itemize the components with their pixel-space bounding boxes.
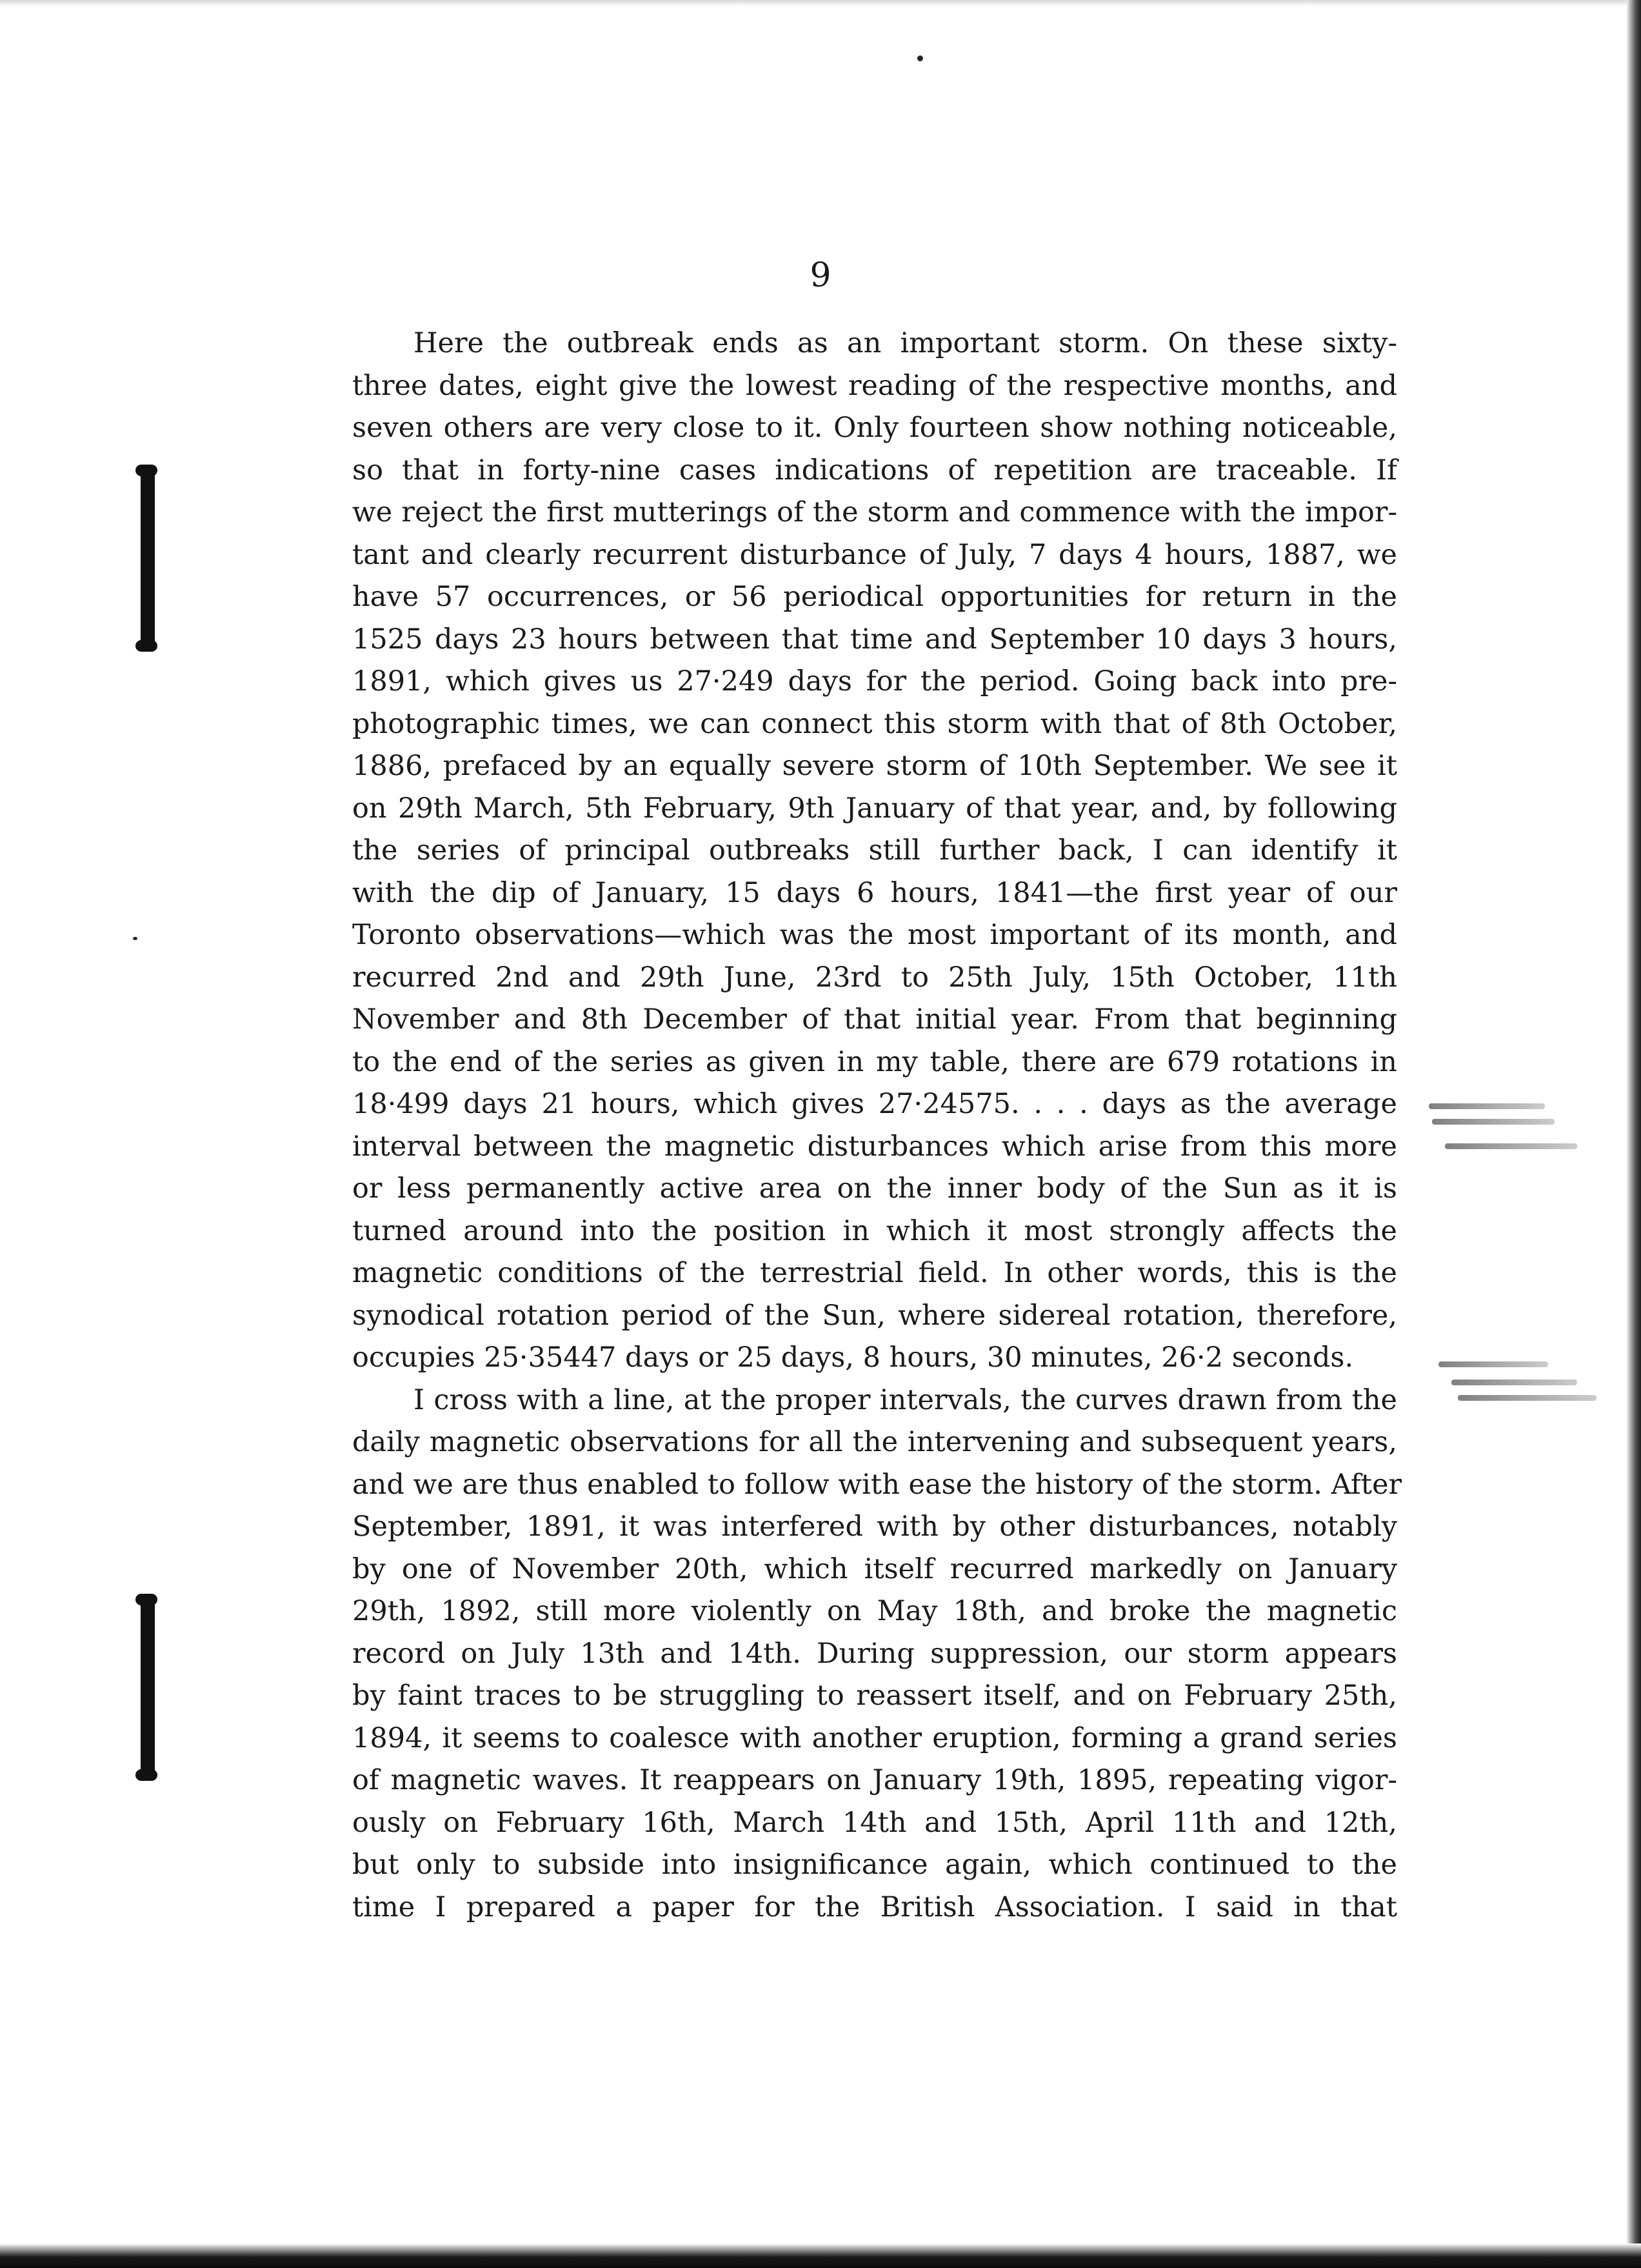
margin-mark: [1451, 1380, 1577, 1385]
text-line: November and 8th December of that initial year. From that beginning: [352, 1003, 1397, 1036]
text-line: magnetic conditions of the terrestrial field. In other words, this is the: [352, 1257, 1397, 1289]
text-line: Here the outbreak ends as an important storm. On these sixty-: [413, 327, 1397, 359]
margin-mark: [1429, 1103, 1545, 1109]
text-line: three dates, eight give the lowest reading of the respective months, and: [352, 369, 1397, 402]
text-line: Toronto observations—which was the most important of its month, and: [352, 919, 1397, 951]
text-line: turned around into the position in which it most strongly affects the: [352, 1214, 1397, 1247]
text-line: with the dip of January, 15 days 6 hours, 1841—the first year of our: [352, 876, 1397, 909]
text-line: so that in forty-nine cases indications of repetition are traceable. If: [352, 454, 1397, 487]
text-line: we reject the first mutterings of the storm and commence with the impor-: [352, 496, 1397, 528]
margin-mark: [1438, 1361, 1548, 1367]
speck: [133, 937, 137, 940]
text-line: record on July 13th and 14th. During suppression, our storm appears: [352, 1637, 1397, 1670]
margin-mark: [1432, 1119, 1555, 1125]
text-line: or less permanently active area on the inner body of the Sun as it is: [352, 1172, 1397, 1205]
text-line: synodical rotation period of the Sun, where sidereal rotation, therefore,: [352, 1299, 1397, 1332]
page-edge-top: [0, 0, 1641, 6]
margin-mark: [1458, 1395, 1596, 1401]
text-line: daily magnetic observations for all the intervening and subsequent years,: [352, 1426, 1397, 1458]
margin-mark: [1445, 1143, 1577, 1149]
text-line: interval between the magnetic disturbances which arise from this more: [352, 1130, 1397, 1163]
body-text: [352, 323, 1402, 1929]
text-line: on 29th March, 5th February, 9th January of that year, and, by following: [352, 792, 1397, 825]
text-line: of magnetic waves. It reappears on January 19th, 1895, repeating vigor-: [352, 1764, 1397, 1796]
binding-staple-top: [141, 465, 155, 652]
text-line: 1525 days 23 hours between that time and September 10 days 3 hours,: [352, 623, 1397, 656]
text-line: the series of principal outbreaks still further back, I can identify it: [352, 834, 1397, 867]
text-line: I cross with a line, at the proper intervals, the curves drawn from the: [413, 1383, 1397, 1416]
text-line: September, 1891, it was interfered with by other disturbances, notably: [352, 1510, 1397, 1543]
page-edge-right: [1627, 0, 1641, 2268]
text-line: 1886, prefaced by an equally severe storm of 10th September. We see it: [352, 750, 1397, 782]
text-line: tant and clearly recurrent disturbance of July, 7 days 4 hours, 1887, we: [352, 538, 1397, 571]
text-line: 29th, 1892, still more violently on May 18th, and broke the magnetic: [352, 1595, 1397, 1627]
text-line: by one of November 20th, which itself recurred markedly on January: [352, 1552, 1397, 1585]
text-line: 18·499 days 21 hours, which gives 27·24575. . . . days as the average: [352, 1088, 1397, 1120]
page-edge-bottom: [0, 2243, 1641, 2268]
speck: [917, 55, 923, 61]
text-line: seven others are very close to it. Only fourteen show nothing noticeable,: [352, 412, 1397, 444]
text-line: but only to subside into insignificance again, which continued to the: [352, 1849, 1397, 1881]
text-line: have 57 occurrences, or 56 periodical opportunities for return in the: [352, 581, 1397, 613]
binding-staple-bottom: [141, 1594, 155, 1781]
text-line: time I prepared a paper for the British Association. I said in that: [352, 1891, 1397, 1923]
text-line: occupies 25·35447 days or 25 days, 8 hours, 30 minutes, 26·2 seconds.: [352, 1341, 1354, 1374]
text-line: ously on February 16th, March 14th and 15th, April 11th and 12th,: [352, 1806, 1397, 1839]
text-line: photographic times, we can connect this storm with that of 8th October,: [352, 707, 1397, 740]
text-line: and we are thus enabled to follow with ease the history of the storm. After: [352, 1468, 1402, 1501]
text-line: 1891, which gives us 27·249 days for the period. Going back into pre-: [352, 665, 1397, 697]
page-number: 9: [810, 256, 831, 295]
text-line: recurred 2nd and 29th June, 23rd to 25th July, 15th October, 11th: [352, 961, 1397, 994]
text-line: to the end of the series as given in my table, there are 679 rotations in: [352, 1045, 1397, 1078]
text-line: by faint traces to be struggling to reassert itself, and on February 25th,: [352, 1680, 1397, 1712]
text-line: 1894, it seems to coalesce with another eruption, forming a grand series: [352, 1721, 1397, 1754]
